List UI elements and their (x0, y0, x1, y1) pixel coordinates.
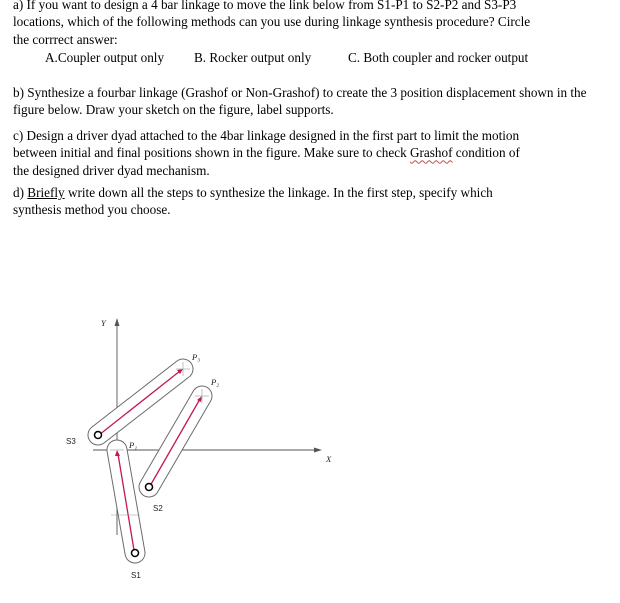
link-s1-p1 (110, 450, 140, 557)
x-axis-label: X (326, 454, 332, 464)
question-b-line-1: b) Synthesize a fourbar linkage (Grashof or Non-Grashof) to create the 3 position displacement shown in the (13, 85, 587, 100)
p1-label: P₁ (129, 440, 138, 450)
question-a-line-2: locations, which of the following methods can you use during linkage synthesis procedure? Circle (13, 14, 531, 30)
question-a-line-1: a) If you want to design a 4 bar linkage to move the link below from S1-P1 to S2-P2 and S3-P3 (13, 0, 517, 12)
question-c-line-2-start: between initial and final positions shown in the figure. Make sure to check (13, 145, 410, 161)
link-s3-p3-line (99, 371, 180, 435)
question-c-line-3: the designed driver dyad mechanism. (13, 162, 210, 178)
s2-label: S2 (153, 504, 163, 513)
s3-pivot-icon (95, 432, 102, 439)
question-d-line-1-rest: write down all the steps to synthesize the linkage. In the first step, specify which (64, 185, 493, 200)
y-axis-label: Y (101, 318, 106, 328)
question-b-line-2: figure below. Draw your sketch on the figure, label supports. (13, 102, 334, 118)
s1-label: S1 (131, 571, 141, 580)
s2-pivot-icon (146, 484, 153, 491)
option-c[interactable]: C. Both coupler and rocker output (348, 50, 529, 65)
option-b[interactable]: B. Rocker output only (194, 50, 312, 65)
question-d-line-2: synthesis method you choose. (13, 202, 171, 218)
x-axis-arrow-icon (314, 448, 322, 453)
briefly-word: Briefly (27, 185, 65, 200)
p3-label: P₃ (192, 352, 201, 362)
s3-label: S3 (66, 437, 76, 446)
question-d-prefix: d) (13, 185, 28, 200)
question-a-line-3: the corrrect answer: (13, 31, 118, 47)
option-a[interactable]: A.Coupler output only (45, 50, 165, 65)
s1-pivot-icon (132, 550, 139, 557)
question-c-line-1: c) Design a driver dyad attached to the 4bar linkage designed in the first part to limit the motion (13, 128, 520, 143)
y-axis-arrow-icon (115, 318, 120, 326)
question-c-line-2-end: condition of (452, 145, 520, 161)
grashof-word: Grashof (410, 145, 453, 161)
link-s2-p2 (146, 389, 210, 491)
link-s2-p2-line (150, 399, 200, 486)
p2-label: P₂ (211, 377, 220, 387)
